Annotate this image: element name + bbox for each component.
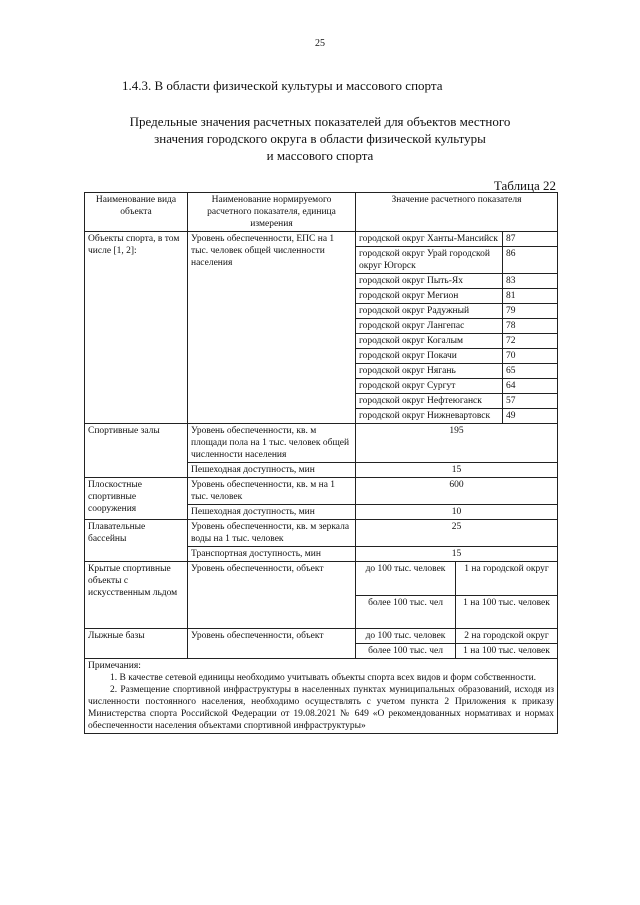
district-name: городской округ Мегион xyxy=(356,289,503,304)
district-value: 83 xyxy=(503,274,558,289)
indicator-value: 1 на городской округ xyxy=(456,562,558,596)
district-name: городской округ Когалым xyxy=(356,334,503,349)
table-row xyxy=(85,562,558,596)
district-value: 57 xyxy=(503,394,558,409)
title-line: значения городского округа в области физической культуры xyxy=(154,131,486,146)
district-value: 72 xyxy=(503,334,558,349)
district-value: 70 xyxy=(503,349,558,364)
title-line: и массового спорта xyxy=(266,148,374,163)
district-value: 87 xyxy=(503,232,558,247)
indicator-value: 2 на городской округ xyxy=(456,629,558,644)
object-name: Крытые спортивные объекты с искусственным льдом xyxy=(85,562,188,629)
table-row xyxy=(85,629,558,644)
norms-table xyxy=(84,192,558,734)
indicator-value: 1 на 100 тыс. человек xyxy=(456,644,558,659)
indicator-name: Уровень обеспеченности, объект xyxy=(188,562,356,629)
district-name: городской округ Пыть-Ях xyxy=(356,274,503,289)
table-title xyxy=(90,113,550,164)
district-name: городской округ Нягань xyxy=(356,364,503,379)
object-name: Плоскостные спортивные сооружения xyxy=(85,478,188,520)
district-value: 86 xyxy=(503,247,558,274)
indicator-value: 15 xyxy=(356,547,558,562)
notes-label: Примечания: xyxy=(88,661,141,671)
title-line: Предельные значения расчетных показателей для объектов местного xyxy=(129,114,511,129)
district-value: 49 xyxy=(503,409,558,424)
district-name: городской округ Лангепас xyxy=(356,319,503,334)
table-row xyxy=(85,424,558,463)
population-condition: более 100 тыс. чел xyxy=(356,595,456,629)
population-condition: до 100 тыс. человек xyxy=(356,629,456,644)
indicator-name: Пешеходная доступность, мин xyxy=(188,505,356,520)
header-value: Значение расчетного показателя xyxy=(356,193,558,232)
indicator-value: 1 на 100 тыс. человек xyxy=(456,595,558,629)
indicator-name: Уровень обеспеченности, кв. м на 1 тыс. человек xyxy=(188,478,356,505)
population-condition: более 100 тыс. чел xyxy=(356,644,456,659)
header-row xyxy=(85,193,558,232)
object-name: Лыжные базы xyxy=(85,629,188,659)
indicator-value: 15 xyxy=(356,463,558,478)
indicator-value: 25 xyxy=(356,520,558,547)
object-name: Плавательные бассейны xyxy=(85,520,188,562)
district-name: городской округ Ханты-Мансийск xyxy=(356,232,503,247)
page-number: 25 xyxy=(315,38,325,49)
population-condition: до 100 тыс. человек xyxy=(356,562,456,596)
district-name: городской округ Нефтеюганск xyxy=(356,394,503,409)
indicator-value: 195 xyxy=(356,424,558,463)
table-row xyxy=(85,520,558,547)
district-name: городской округ Сургут xyxy=(356,379,503,394)
district-value: 65 xyxy=(503,364,558,379)
section-heading: 1.4.3. В области физической культуры и массового спорта xyxy=(122,78,443,93)
indicator-name: Уровень обеспеченности, объект xyxy=(188,629,356,659)
note-2: 2. Размещение спортивной инфраструктуры в населенных пунктах муниципальных образований, исходя из численности постоянного населения, необходимо осуществлять с учетом пункта 2 Приложения к приказу Министерства спорта Российской Федерации от 19.08.2021 № 649 «О рекомендованных нормативах и нормах обеспеченности населения объектами спортивной инфраструктуры» xyxy=(88,685,554,731)
indicator-name: Уровень обеспеченности, кв. м площади пола на 1 тыс. человек общей численности населения xyxy=(188,424,356,463)
table-row xyxy=(85,478,558,505)
indicator-name: Пешеходная доступность, мин xyxy=(188,463,356,478)
district-name: городской округ Радужный xyxy=(356,304,503,319)
notes xyxy=(85,659,558,734)
header-indicator: Наименование нормируемого расчетного показателя, единица измерения xyxy=(188,193,356,232)
table-row xyxy=(85,232,558,247)
indicator-name: Транспортная доступность, мин xyxy=(188,547,356,562)
district-value: 64 xyxy=(503,379,558,394)
indicator-value: 10 xyxy=(356,505,558,520)
district-value: 78 xyxy=(503,319,558,334)
notes-row xyxy=(85,659,558,734)
district-value: 81 xyxy=(503,289,558,304)
indicator-value: 600 xyxy=(356,478,558,505)
object-name: Объекты спорта, в том числе [1, 2]: xyxy=(85,232,188,424)
district-value: 79 xyxy=(503,304,558,319)
indicator-name: Уровень обеспеченности, ЕПС на 1 тыс. человек общей численности населения xyxy=(188,232,356,424)
table-label: Таблица 22 xyxy=(493,178,556,193)
district-name: городской округ Покачи xyxy=(356,349,503,364)
district-name: городской округ Урай городской округ Югорск xyxy=(356,247,503,274)
object-name: Спортивные залы xyxy=(85,424,188,478)
note-1: 1. В качестве сетевой единицы необходимо учитывать объекты спорта всех видов и форм собственности. xyxy=(110,673,537,683)
district-name: городской округ Нижневартовск xyxy=(356,409,503,424)
header-object-type: Наименование вида объекта xyxy=(85,193,188,232)
indicator-name: Уровень обеспеченности, кв. м зеркала воды на 1 тыс. человек xyxy=(188,520,356,547)
